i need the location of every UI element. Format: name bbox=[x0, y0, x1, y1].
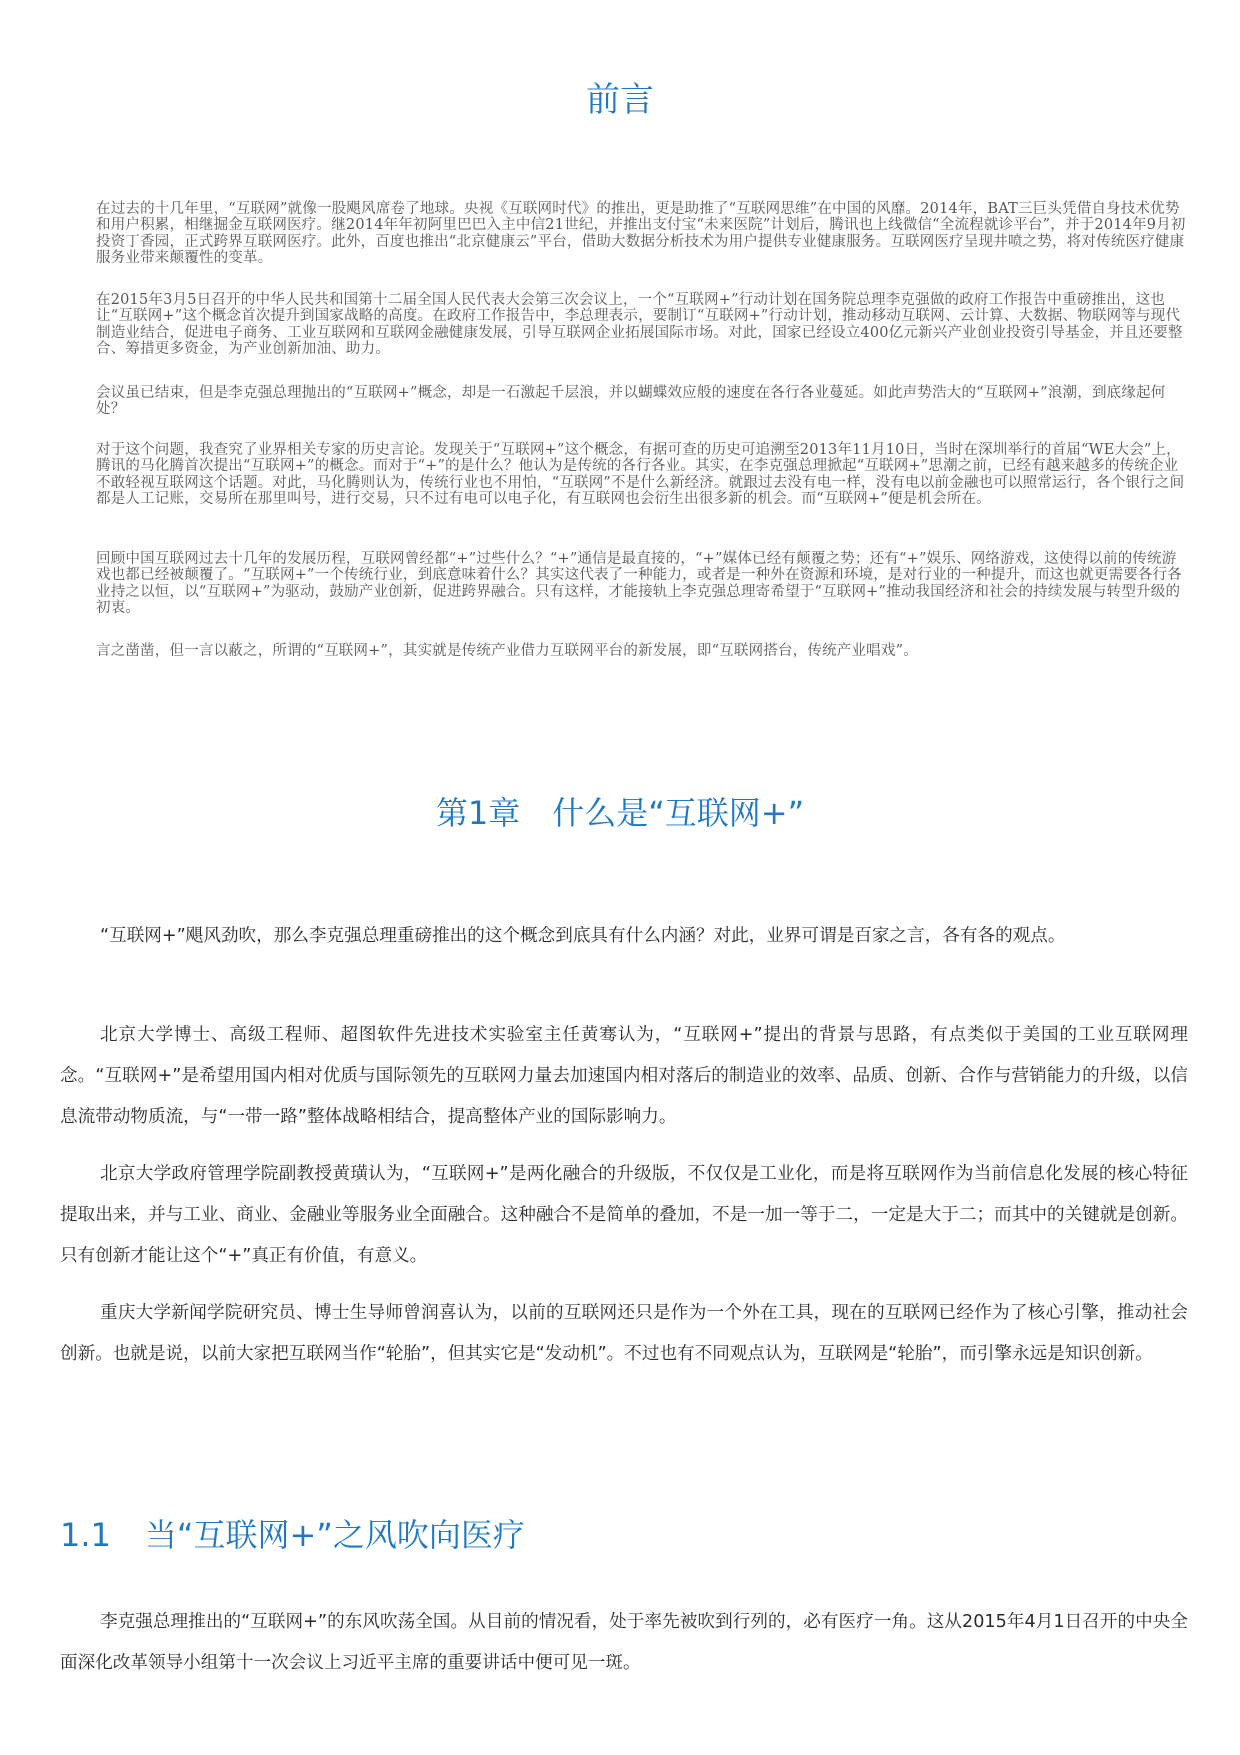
preface-paragraph-1: 在过去的十几年里，“互联网”就像一股飓风席卷了地球。央视《互联网时代》的推出，更是助推了“互联网思维”在中国的风靡。2014年，BAT三巨头凭借自身技术优势和用户积累，相继掘金互联网医疗。继2014年年初阿里巴巴入主中信21世纪，并推出支付宝“未来医院”计划后，腾讯也上线微信“全流程就诊平台”，并于2014年9月初投资丁香园，正式跨界互联网医疗。此外，百度也推出“北京健康云”平台，借助大数据分析技术为用户提供专业健康服务。互联网医疗呈现井喷之势，将对传统医疗健康服务业带来颠覆性的变革。 bbox=[96, 201, 1186, 267]
preface-paragraph-6: 言之凿凿，但一言以蔽之，所谓的“互联网+”，其实就是传统产业借力互联网平台的新发展，即“互联网搭台，传统产业唱戏”。 bbox=[96, 643, 918, 659]
preface-paragraph-2: 在2015年3月5日召开的中华人民共和国第十二届全国人民代表大会第三次会议上，一个“互联网+”行动计划在国务院总理李克强做的政府工作报告中重磅推出，这也让“互联网+”这个概念首次提升到国家战略的高度。在政府工作报告中，李总理表示，要制订“互联网+”行动计划，推动移动互联网、云计算、大数据、物联网等与现代制造业结合，促进电子商务、工业互联网和互联网金融健康发展，引导互联网企业拓展国际市场。对此，国家已经设立400亿元新兴产业创业投资引导基金，并且还要整合、筹措更多资金，为产业创新加油、助力。 bbox=[96, 292, 1183, 358]
section-paragraph-1: 李克强总理推出的“互联网+”的东风吹荡全国。从目前的情况看，处于率先被吹到行列的，必有医疗一角。这从2015年4月1日召开的中央全面深化改革领导小组第十一次会议上习近平主席的重要讲话中便可见一斑。 bbox=[60, 1612, 1188, 1673]
chapter-paragraph-3: 北京大学政府管理学院副教授黄璜认为，“互联网+”是两化融合的升级版，不仅仅是工业化，而是将互联网作为当前信息化发展的核心特征提取出来，并与工业、商业、金融业等服务业全面融合。这种融合不是简单的叠加，不是一加一等于二，一定是大于二；而其中的关键就是创新。只有创新才能让这个“+”真正有价值，有意义。 bbox=[60, 1164, 1188, 1266]
chapter-paragraph-4: 重庆大学新闻学院研究员、博士生导师曾润喜认为，以前的互联网还只是作为一个外在工具，现在的互联网已经作为了核心引擎，推动社会创新。也就是说，以前大家把互联网当作“轮胎”，但其实它是“发动机”。不过也有不同观点认为，互联网是“轮胎”，而引擎永远是知识创新。 bbox=[60, 1303, 1188, 1364]
preface-paragraph-5: 回顾中国互联网过去十几年的发展历程，互联网曾经都“+”过些什么？“+”通信是最直接的，“+”媒体已经有颠覆之势；还有“+”娱乐、网络游戏，这使得以前的传统游戏也都已经被颠覆了。“互联网+”一个传统行业，到底意味着什么？其实这代表了一种能力，或者是一种外在资源和环境，是对行业的一种提升，而这也就更需要各行各业持之以恒，以“互联网+”为驱动，鼓励产业创新，促进跨界融合。只有这样，才能接轨上李克强总理寄希望于“互联网+”推动我国经济和社会的持续发展与转型升级的初衷。 bbox=[96, 551, 1182, 617]
section-number: 1.1 bbox=[60, 1516, 111, 1554]
preface-paragraph-4: 对于这个问题，我查究了业界相关专家的历史言论。发现关于“互联网+”这个概念，有据可查的历史可追溯至2013年11月10日，当时在深圳举行的首届“WE大会”上，腾讯的马化腾首次提出“互联网+”的概念。而对于“+”的是什么？他认为是传统的各行各业。其实，在李克强总理掀起“互联网+”思潮之前，已经有越来越多的传统企业不敢轻视互联网这个话题。对此，马化腾则认为，传统行业也不用怕，“互联网”不是什么新经济。就跟过去没有电一样，没有电以前金融也可以照常运行，各个银行之间都是人工记账，交易所在那里叫号，进行交易，只不过有电可以电子化，有互联网也会衍生出很多新的机会。而“互联网+”便是机会所在。 bbox=[96, 442, 1185, 508]
chapter-title: 第1章 什么是“互联网+” bbox=[435, 794, 805, 832]
section-title-text: 当“互联网+”之风吹向医疗 bbox=[144, 1516, 525, 1554]
chapter-paragraph-2: 北京大学博士、高级工程师、超图软件先进技术实验室主任黄骞认为，“互联网+”提出的背景与思路，有点类似于美国的工业互联网理念。“互联网+”是希望用国内相对优质与国际领先的互联网力量去加速国内相对落后的制造业的效率、品质、创新、合作与营销能力的升级，以信息流带动物质流，与“一带一路”整体战略相结合，提高整体产业的国际影响力。 bbox=[60, 1025, 1188, 1127]
preface-paragraph-3: 会议虽已结束，但是李克强总理抛出的“互联网+”概念，却是一石激起千层浪，并以蝴蝶效应般的速度在各行各业蔓延。如此声势浩大的“互联网+”浪潮，到底缘起何处？ bbox=[96, 385, 1166, 418]
preface-title: 前言 bbox=[586, 80, 654, 120]
section-title bbox=[60, 1510, 525, 1556]
chapter-paragraph-1: “互联网+”飓风劲吹，那么李克强总理重磅推出的这个概念到底具有什么内涵？对此，业界可谓是百家之言，各有各的观点。 bbox=[100, 926, 1066, 946]
